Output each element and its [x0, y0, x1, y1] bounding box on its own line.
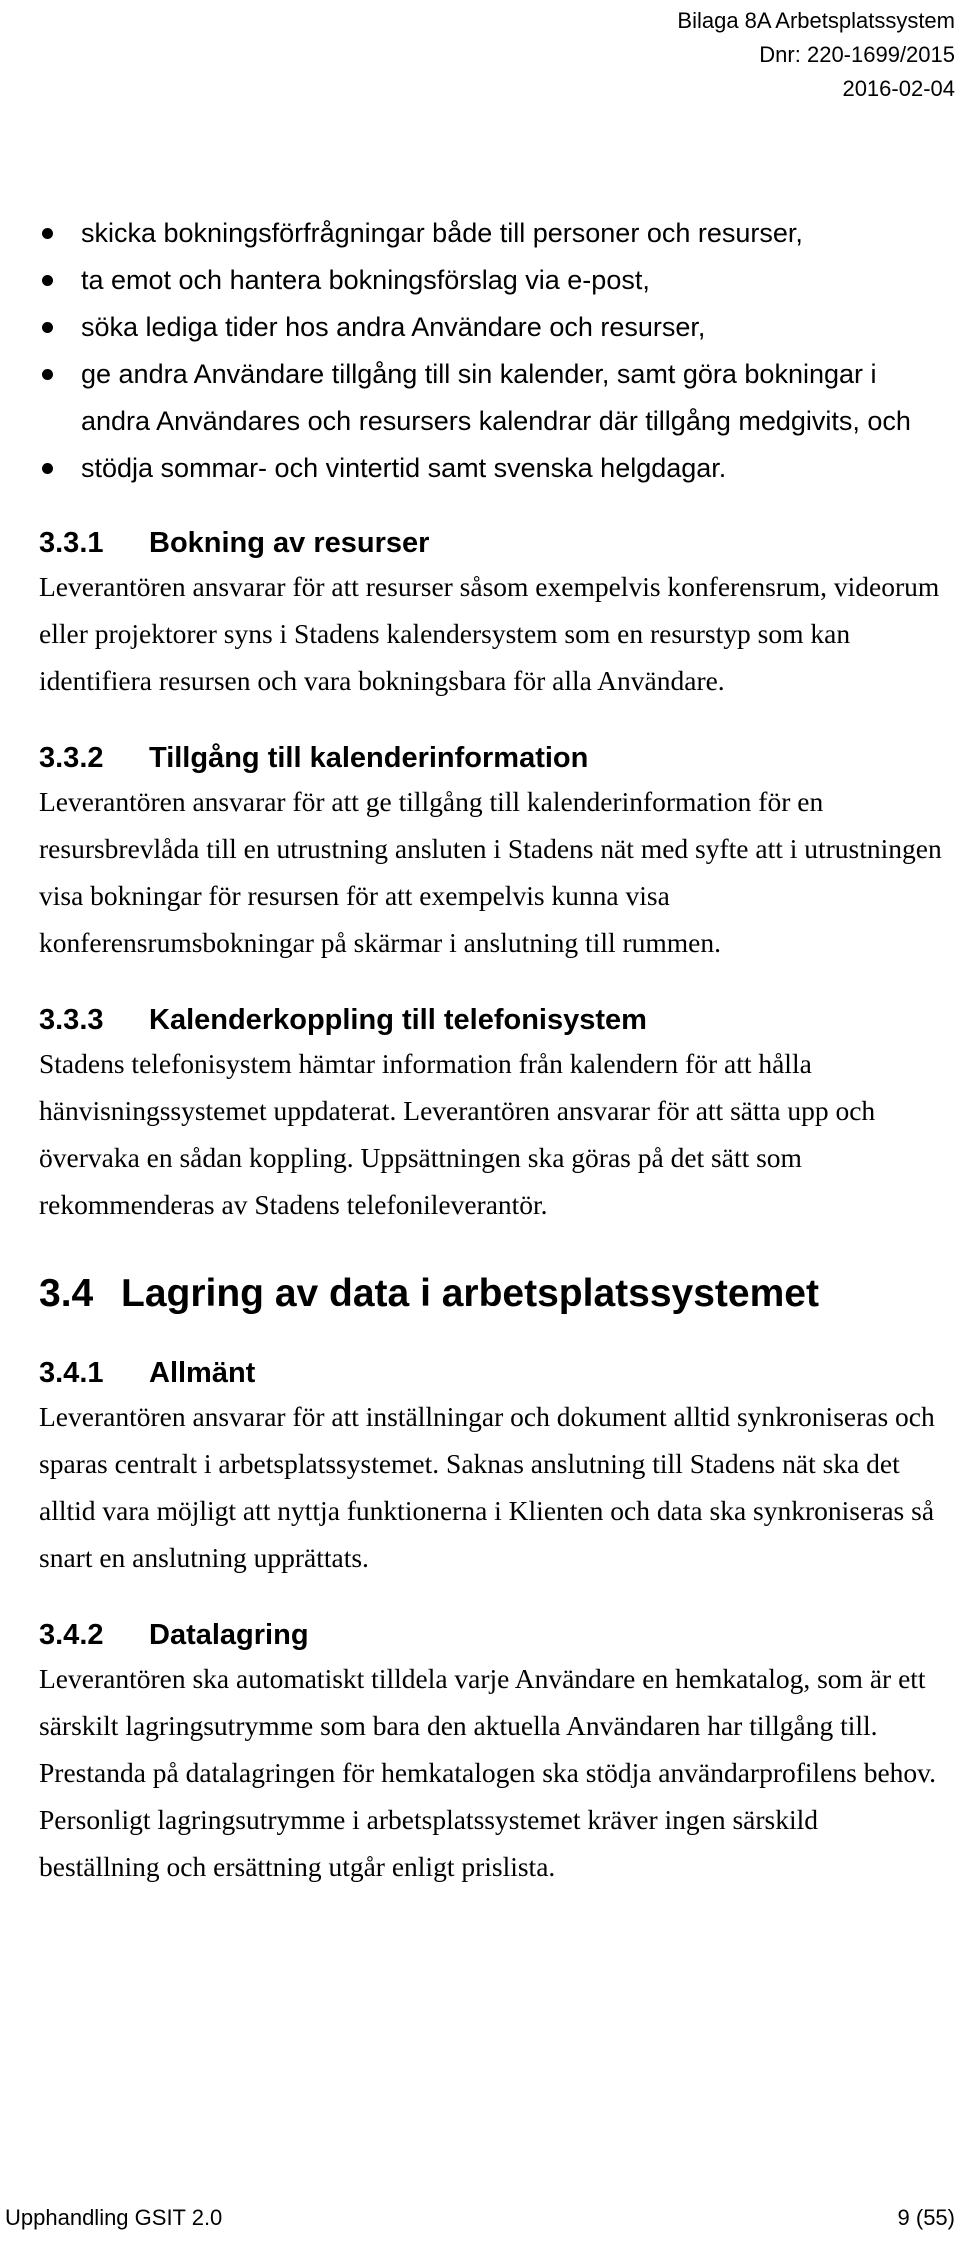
section-paragraph-3-3-3: Stadens telefonisystem hämtar information från kalendern för att hålla hänvisningssystemet uppdaterat. Leverantören ansvarar för att sätta upp och övervaka en sådan koppling. Uppsättningen ska göras på det sätt som rekommenderas av Stadens telefonileverantör.	[39, 1048, 876, 1220]
document-header	[677, 4, 955, 106]
section-heading-3-3-2	[39, 738, 944, 778]
list-item: stödja sommar- och vintertid samt svenska helgdagar.	[39, 445, 944, 492]
section-paragraph-3-4-2: Leverantören ska automatiskt tilldela varje Användare en hemkatalog, som är ett särskilt lagringsutrymme som bara den aktuella Användaren har tillgång till. Prestanda på datalagringen för hemkatalogen ska stödja användarprofilens behov. Personligt lagringsutrymme i arbetsplatssystemet kräver ingen särskild beställning och ersättning utgår enligt prislista.	[39, 1663, 936, 1882]
section-title: Allmänt	[149, 1357, 256, 1389]
header-date: 2016-02-04	[842, 76, 955, 101]
bullet-list	[39, 210, 944, 492]
list-item: söka lediga tider hos andra Användare och resurser,	[39, 304, 944, 351]
section-number: 3.4.2	[39, 1619, 104, 1651]
section-title: Kalenderkoppling till telefonisystem	[149, 1004, 647, 1036]
section-title: Bokning av resurser	[149, 527, 430, 559]
section-title: Tillgång till kalenderinformation	[149, 742, 589, 774]
page-number: 9 (55)	[897, 2205, 955, 2230]
section-heading-3-4-2	[39, 1615, 944, 1655]
section-paragraph-3-4-1: Leverantören ansvarar för att inställningar och dokument alltid synkroniseras och sparas centralt i arbetsplatssystemet. Saknas anslutning till Stadens nät ska det alltid vara möjligt att nyttja funktionerna i Klienten och data ska synkroniseras så snart en anslutning upprättats.	[39, 1401, 935, 1573]
section-heading-3-3-3	[39, 1000, 944, 1040]
list-item: skicka bokningsförfrågningar både till personer och resurser,	[39, 210, 944, 257]
section-heading-3-4-1	[39, 1353, 944, 1393]
document-body	[39, 210, 944, 1890]
header-appendix-title: Bilaga 8A Arbetsplatssystem	[677, 8, 955, 33]
section-paragraph-3-3-1: Leverantören ansvarar för att resurser såsom exempelvis konferensrum, videorum eller projektorer syns i Stadens kalendersystem som en resurstyp som kan identifiera resursen och vara bokningsbara för alla Användare.	[39, 571, 940, 696]
header-reference-number: Dnr: 220-1699/2015	[759, 42, 955, 67]
section-number: 3.3.3	[39, 1004, 104, 1036]
section-number: 3.4	[39, 1272, 94, 1315]
section-number: 3.3.2	[39, 742, 104, 774]
footer-procurement-name: Upphandling GSIT 2.0	[5, 2205, 223, 2230]
section-number: 3.3.1	[39, 527, 104, 559]
list-item: ge andra Användare tillgång till sin kalender, samt göra bokningar i andra Användares och resursers kalendrar där tillgång medgivits, och	[39, 351, 944, 445]
section-title: Datalagring	[149, 1619, 309, 1651]
section-title: Lagring av data i arbetsplatssystemet	[121, 1272, 819, 1315]
section-number: 3.4.1	[39, 1357, 104, 1389]
section-paragraph-3-3-2: Leverantören ansvarar för att ge tillgång till kalenderinformation för en resursbrevlåda till en utrustning ansluten i Stadens nät med syfte att i utrustningen visa bokningar för resursen för att exempelvis kunna visa konferensrumsbokningar på skärmar i anslutning till rummen.	[39, 786, 942, 958]
section-heading-3-3-1	[39, 523, 944, 563]
section-heading-3-4	[39, 1270, 944, 1318]
list-item: ta emot och hantera bokningsförslag via e-post,	[39, 257, 944, 304]
